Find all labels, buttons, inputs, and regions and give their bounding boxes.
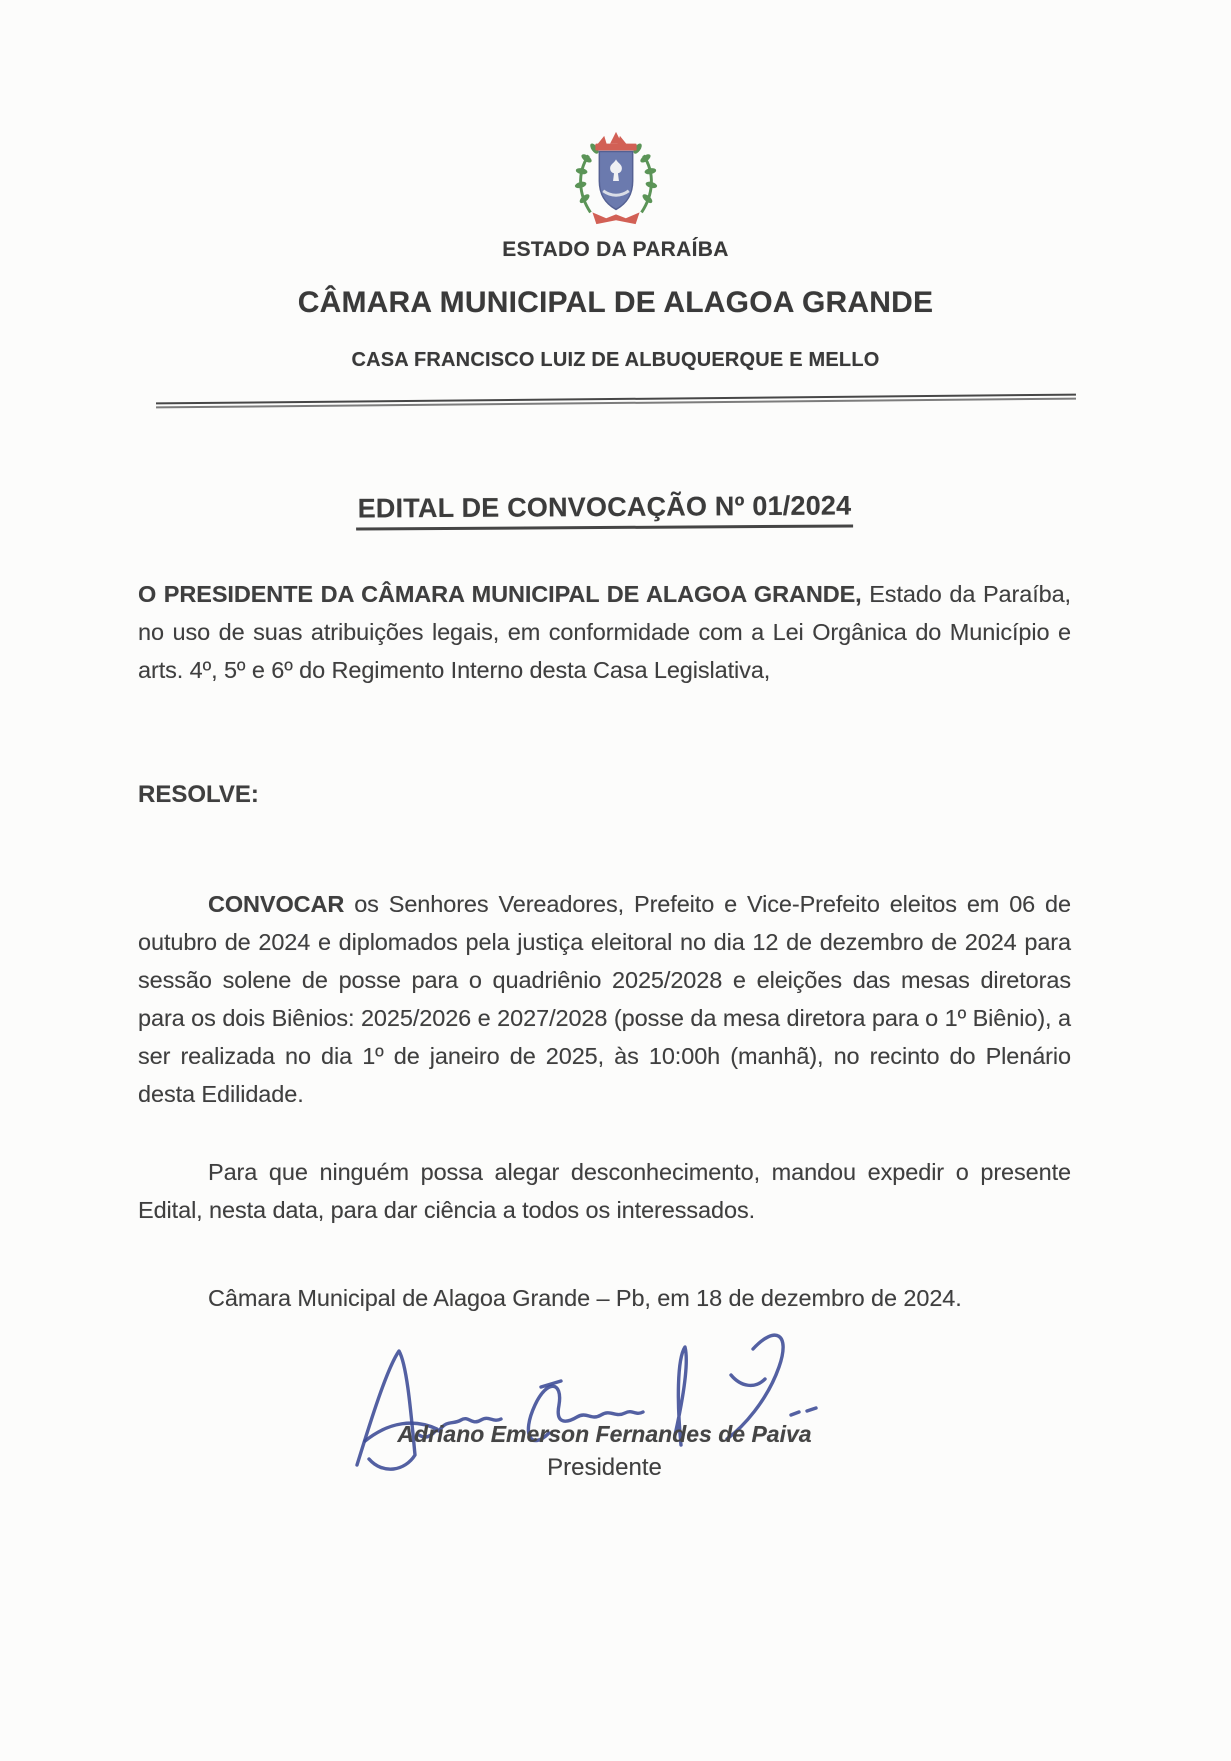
resolve-label: RESOLVE: [138,781,259,808]
chamber-name: CÂMARA MUNICIPAL DE ALAGOA GRANDE [297,286,934,319]
state-name: ESTADO DA PARAÍBA [502,238,729,261]
signer-name: Adriano Emerson Fernandes de Paiva [397,1421,812,1447]
document-body [0,492,1231,1482]
house-name: CASA FRANCISCO LUIZ DE ALBUQUERQUE E MELLO [351,349,880,371]
opening-paragraph-bold: O PRESIDENTE DA CÂMARA MUNICIPAL DE ALAGOA GRANDE, [138,581,862,607]
signer-role: Presidente [547,1454,662,1481]
document-header [0,0,1231,404]
document-title-row [138,489,1071,532]
header-divider [155,394,1075,409]
convocation-paragraph-text: os Senhores Vereadores, Prefeito e Vice-Prefeito eleitos em 06 de outubro de 2024 e diplomados pela justiça eleitoral no dia 12 de dezembro de 2024 para sessão solene de posse para o quadriênio 2025/2028 e eleições das mesas diretoras para os dois Biênios: 2025/2026 e 2027/2028 (posse da mesa diretora para o 1º Biênio), a ser realizada no dia 1º de janeiro de 2025, às 10:00h (manhã), no recinto do Plenário desta Edilidade. [138,891,1071,1107]
convocation-paragraph-bold: CONVOCAR [208,891,345,917]
dateline-paragraph: Câmara Municipal de Alagoa Grande – Pb, em 18 de dezembro de 2024. [208,1285,962,1311]
document-title: EDITAL DE CONVOCAÇÃO Nº 01/2024 [356,490,854,530]
municipal-coat-of-arms-icon [563,126,669,234]
convocation-paragraph [138,885,1071,1113]
notice-paragraph: Para que ninguém possa alegar desconhecimento, mandou expedir o presente Edital, nesta data, para dar ciência a todos os interessados. [138,1159,1071,1223]
opening-paragraph [138,575,1071,689]
opening-paragraph-text: Estado da Paraíba, no uso de suas atribuições legais, em conformidade com a Lei Orgânica do Município e arts. 4º, 5º e 6º do Regimento Interno desta Casa Legislativa, [138,581,1071,683]
signature-block [138,1421,1071,1482]
